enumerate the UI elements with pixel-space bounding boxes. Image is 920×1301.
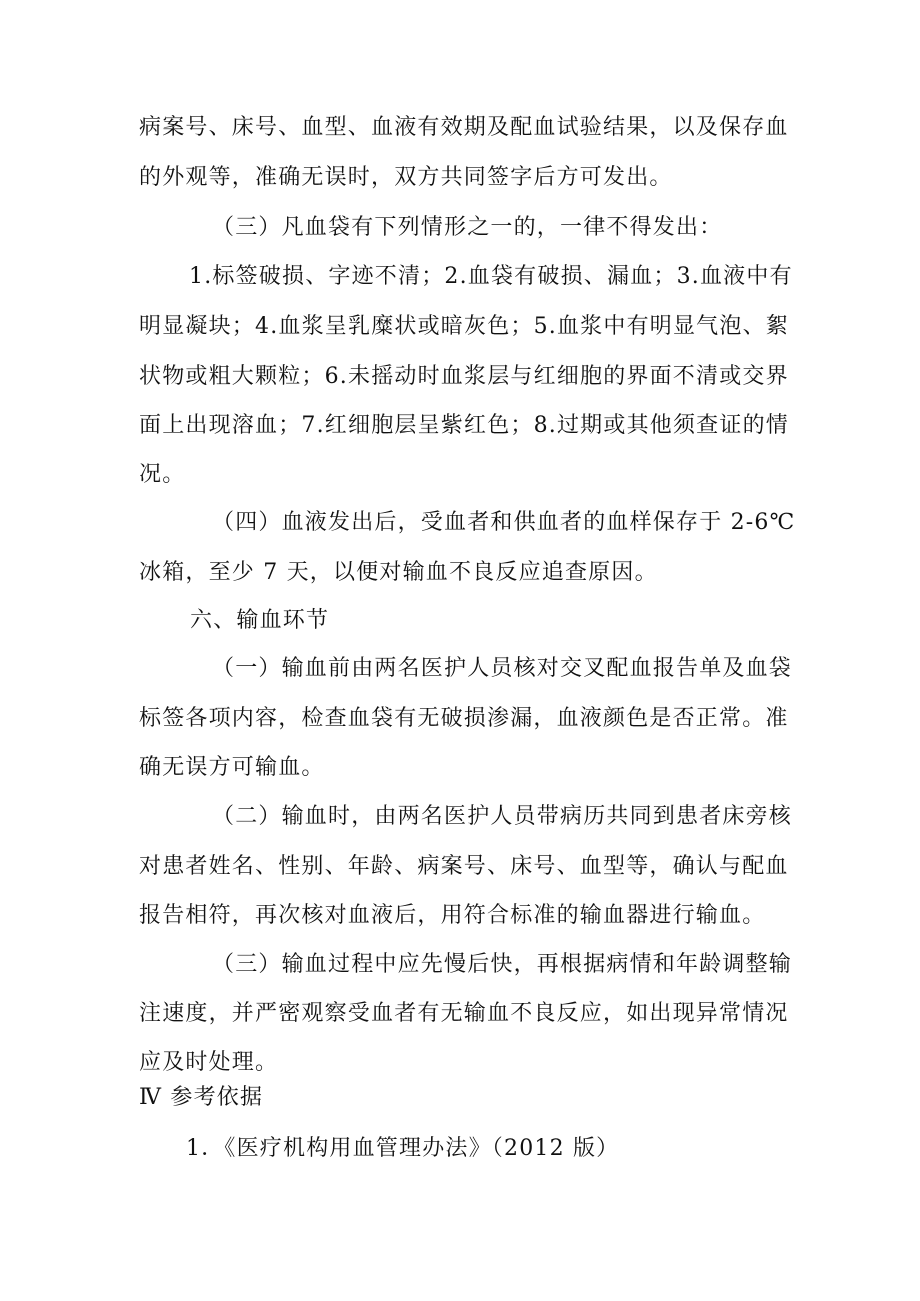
text-line-1: 病案号、床号、血型、血液有效期及配血试验结果，以及保存血: [139, 115, 789, 140]
text-line-20: 应及时处理。: [139, 1050, 279, 1075]
text-line-8: 况。: [139, 462, 186, 487]
text-line-14: 确无误方可输血。: [139, 755, 325, 780]
subsection-two-heading: （二）输血时，由两名医护人员带病历共同到患者床旁核: [212, 804, 793, 829]
text-line-16: 对患者姓名、性别、年龄、病案号、床号、血型等，确认与配血: [139, 854, 789, 879]
text-line-2: 的外观等，准确无误时，双方共同签字后方可发出。: [139, 165, 673, 190]
subsection-one-heading: （一）输血前由两名医护人员核对交叉配血报告单及血袋: [212, 656, 793, 681]
text-line-4: 1.标签破损、字迹不清；2.血袋有破损、漏血；3.血液中有: [189, 264, 793, 289]
text-line-6: 状物或粗大颗粒；6.未摇动时血浆层与红细胞的界面不清或交界: [139, 364, 789, 389]
text-line-7: 面上出现溶血；7.红细胞层呈紫红色；8.过期或其他须查证的情: [139, 413, 789, 438]
text-line-19: 注速度，并严密观察受血者有无输血不良反应，如出现异常情况: [139, 1001, 789, 1026]
subsection-three-heading: （三）输血过程中应先慢后快，再根据病情和年龄调整输: [212, 952, 793, 977]
section-three-heading: （三）凡血袋有下列情形之一的，一律不得发出：: [212, 215, 723, 240]
text-line-10: 冰箱，至少 7 天，以便对输血不良反应追查原因。: [139, 560, 658, 585]
text-line-17: 报告相符，再次核对血液后，用符合标准的输血器进行输血。: [139, 903, 766, 928]
section-six-heading: 六、输血环节: [190, 608, 330, 633]
text-line-5: 明显凝块；4.血浆呈乳糜状或暗灰色；5.血浆中有明显气泡、絮: [139, 314, 789, 339]
section-four-heading: （四）血液发出后，受血者和供血者的血样保存于 2-6℃: [212, 510, 796, 535]
references-heading: Ⅳ 参考依据: [139, 1085, 264, 1110]
reference-item-1: 1．《医疗机构用血管理办法》（2012 版）: [186, 1136, 620, 1161]
text-line-13: 标签各项内容，检查血袋有无破损渗漏，血液颜色是否正常。准: [139, 706, 789, 731]
